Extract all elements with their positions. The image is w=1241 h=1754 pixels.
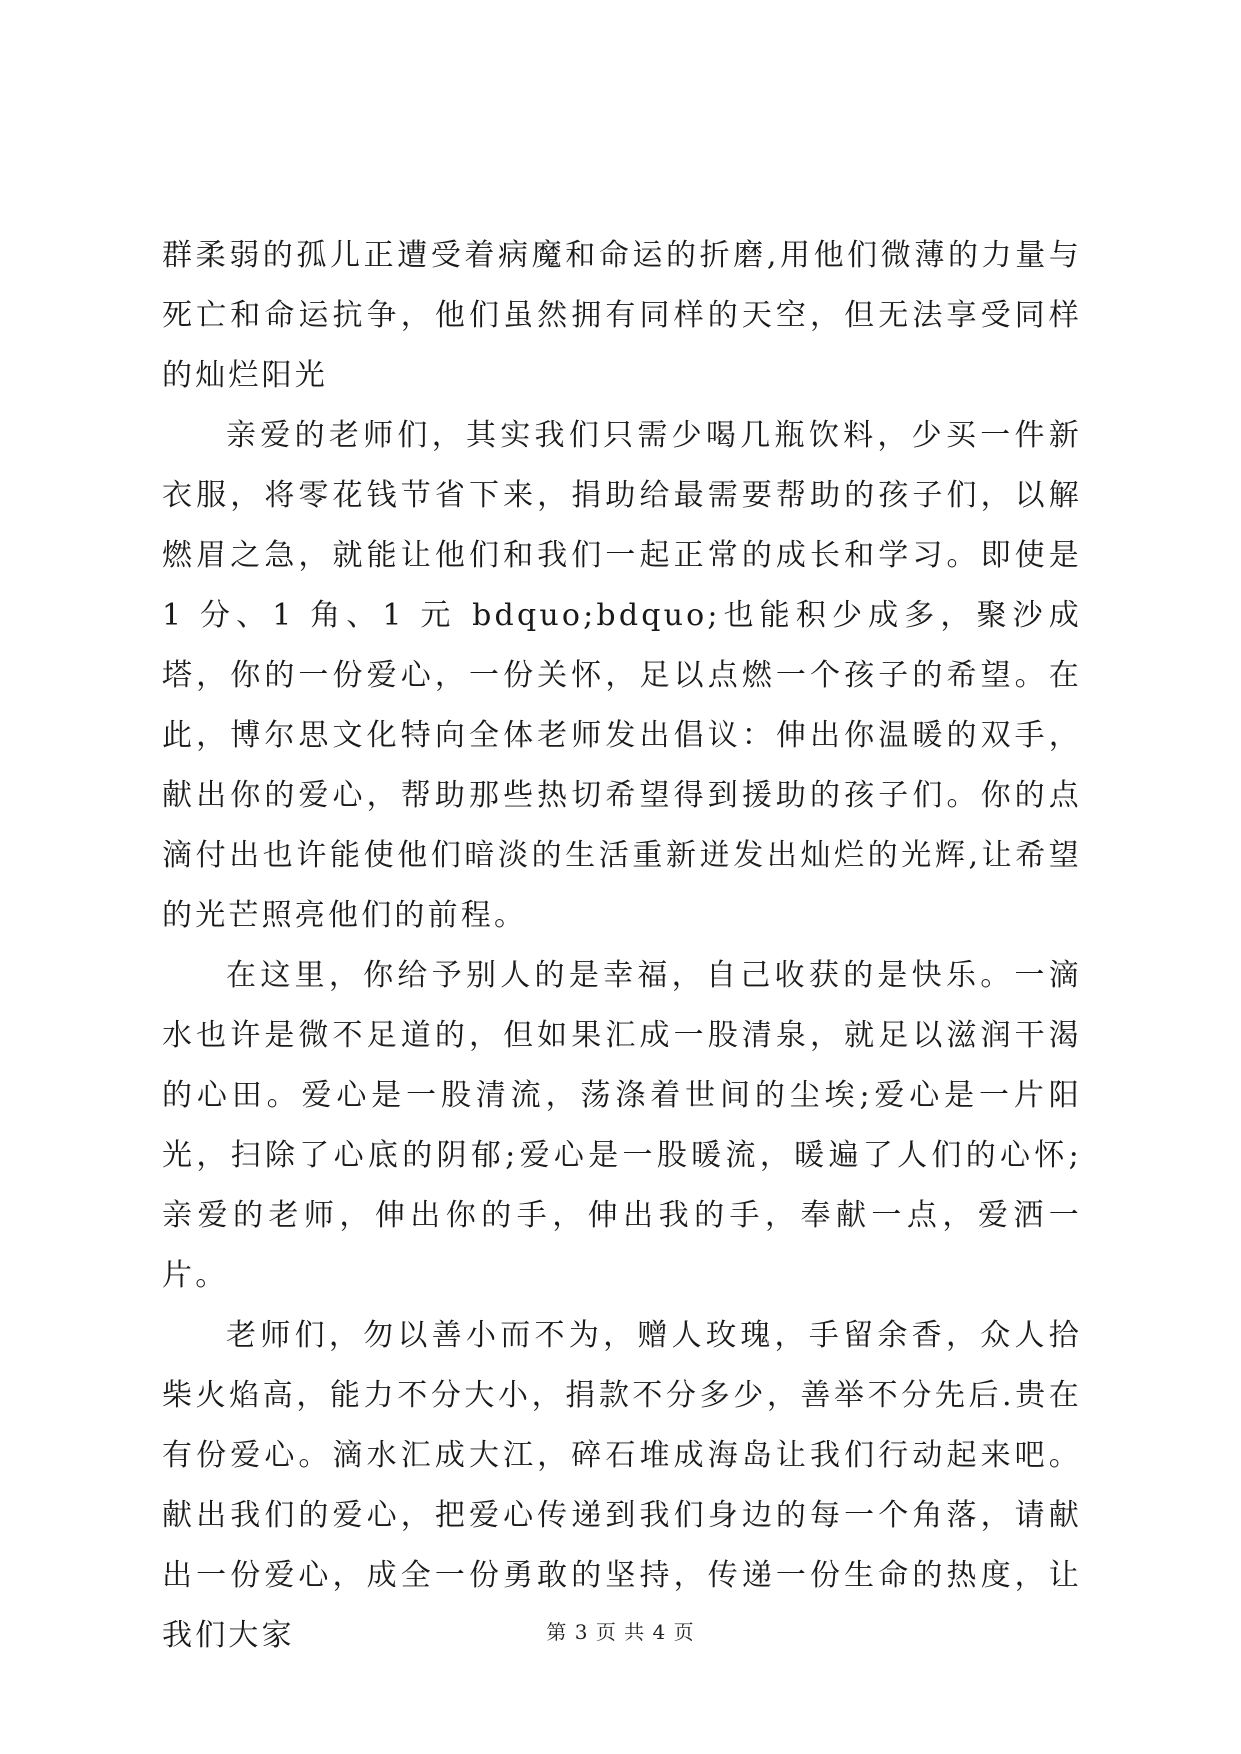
page-footer: 第 3 页 共 4 页	[546, 1620, 695, 1644]
paragraph: 在这里，你给予别人的是幸福，自己收获的是快乐。一滴水也许是微不足道的，但如果汇成一股清泉，就足以滋润干渴的心田。爱心是一股清流，荡涤着世间的尘埃;爱心是一片阳光，扫除了心底的阴郁;爱心是一股暖流，暖遍了人们的心怀;亲爱的老师，伸出你的手，伸出我的手，奉献一点，爱洒一片。	[162, 958, 1082, 1293]
paragraph: 群柔弱的孤儿正遭受着病魔和命运的折磨,用他们微薄的力量与死亡和命运抗争，他们虽然拥有同样的天空，但无法享受同样的灿烂阳光	[162, 238, 1082, 393]
paragraph: 老师们，勿以善小而不为，赠人玫瑰，手留余香，众人拾柴火焰高，能力不分大小，捐款不分多少，善举不分先后.贵在有份爱心。滴水汇成大江，碎石堆成海岛让我们行动起来吧。献出我们的爱心，把爱心传递到我们身边的每一个角落，请献出一份爱心，成全一份勇敢的坚持，传递一份生命的热度，让我们大家	[162, 1318, 1082, 1653]
document-body	[162, 226, 1082, 1666]
paragraph: 亲爱的老师们，其实我们只需少喝几瓶饮料，少买一件新衣服，将零花钱节省下来，捐助给最需要帮助的孩子们，以解燃眉之急，就能让他们和我们一起正常的成长和学习。即使是 1 分、1 角、1 元 bdquo;bdquo;也能积少成多，聚沙成塔，你的一份爱心，一份关怀，足以点燃一个孩子的希望。在此，博尔思文化特向全体老师发出倡议：伸出你温暖的双手，献出你的爱心，帮助那些热切希望得到援助的孩子们。你的点滴付出也许能使他们暗淡的生活重新迸发出灿烂的光辉,让希望的光芒照亮他们的前程。	[162, 418, 1082, 933]
